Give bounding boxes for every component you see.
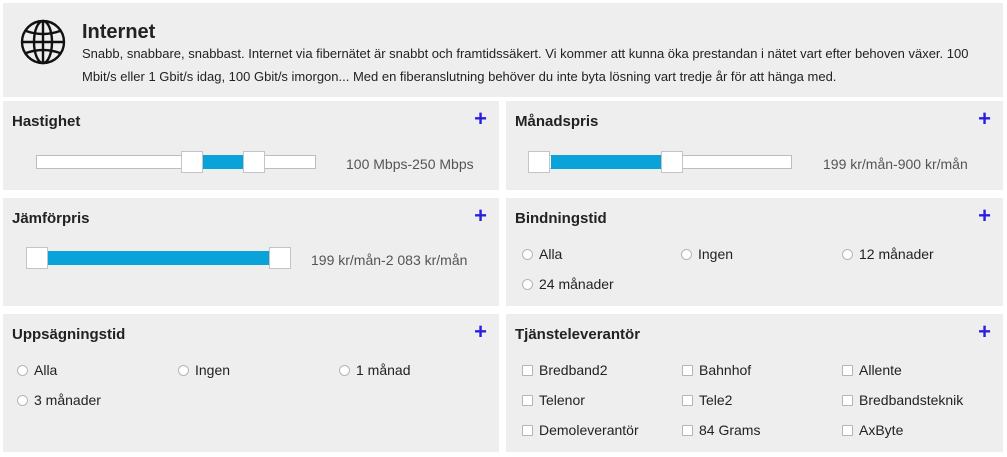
checkbox-option-84-grams[interactable]: 84 Grams [682,422,760,438]
page-description: Snabb, snabbare, snabbast. Internet via fibernätet är snabbt och framtidssäkert. Vi kommer att kunna öka prestandan i nätet vart efter behoven växer. 100 Mbit/s eller 1 Gbit/s idag, 100 Gbit/s imorgon... Med en fiberanslutning behöver du inte byta lösning vart tredje år för att hänga med. [82,46,969,84]
speed-slider-max-handle[interactable] [243,151,265,173]
speed-slider-min-handle[interactable] [181,151,203,173]
checkbox-option-tele2[interactable]: Tele2 [682,392,732,408]
filter-bindningstid [506,198,1003,306]
filter-hastighet [3,101,499,190]
speed-slider-track[interactable] [36,155,316,169]
checkbox-option-bredbandsteknik[interactable]: Bredbandsteknik [842,392,963,408]
filter-title: Månadspris [515,113,599,130]
checkbox[interactable] [842,395,853,406]
checkbox[interactable] [842,365,853,376]
radio-button[interactable] [522,279,533,290]
checkbox[interactable] [682,365,693,376]
expand-plus-icon[interactable]: + [474,203,487,228]
filter-manadspris [506,101,1003,190]
radio-option-alla[interactable]: Alla [522,246,562,262]
price-slider-fill [551,155,662,169]
radio-option-1-manad[interactable]: 1 månad [339,362,410,378]
radio-option-3-manader[interactable]: 3 månader [17,392,101,408]
checkbox[interactable] [682,395,693,406]
radio-option-24-manader[interactable]: 24 månader [522,276,614,292]
checkbox-option-bahnhof[interactable]: Bahnhof [682,362,751,378]
speed-range-label: 100 Mbps-250 Mbps [346,156,474,172]
expand-plus-icon[interactable]: + [978,203,991,228]
filter-title: Uppsägningstid [12,326,126,343]
expand-plus-icon[interactable]: + [474,319,487,344]
radio-option-ingen[interactable]: Ingen [681,246,733,262]
filter-tjansteleverantor [506,314,1003,452]
checkbox[interactable] [842,425,853,436]
expand-plus-icon[interactable]: + [978,106,991,131]
compare-slider-max-handle[interactable] [269,247,291,269]
checkbox-option-demoleverantor[interactable]: Demoleverantör [522,422,639,438]
checkbox-option-axbyte[interactable]: AxByte [842,422,903,438]
filter-title: Jämförpris [12,210,90,227]
radio-button[interactable] [522,249,533,260]
radio-button[interactable] [842,249,853,260]
checkbox[interactable] [522,425,533,436]
checkbox[interactable] [522,395,533,406]
filter-title: Tjänsteleverantör [515,326,641,343]
price-slider-min-handle[interactable] [528,151,550,173]
radio-button[interactable] [681,249,692,260]
checkbox[interactable] [522,365,533,376]
radio-option-alla[interactable]: Alla [17,362,57,378]
checkbox-option-allente[interactable]: Allente [842,362,902,378]
price-slider-max-handle[interactable] [661,151,683,173]
radio-button[interactable] [339,365,350,376]
checkbox[interactable] [682,425,693,436]
checkbox-option-bredband2[interactable]: Bredband2 [522,362,608,378]
filter-title: Hastighet [12,113,81,130]
filter-uppsagningstid [3,314,499,452]
expand-plus-icon[interactable]: + [474,106,487,131]
radio-button[interactable] [17,395,28,406]
compare-slider-fill [48,251,270,265]
checkbox-option-telenor[interactable]: Telenor [522,392,585,408]
expand-plus-icon[interactable]: + [978,319,991,344]
radio-button[interactable] [17,365,28,376]
radio-option-12-manader[interactable]: 12 månader [842,246,934,262]
radio-option-ingen[interactable]: Ingen [178,362,230,378]
internet-header [3,3,1003,97]
filter-title: Bindningstid [515,210,607,227]
filter-jamforpris [3,198,499,306]
globe-icon [19,18,67,66]
compare-slider-min-handle[interactable] [26,247,48,269]
price-range-label: 199 kr/mån-900 kr/mån [823,156,968,172]
page-title: Internet [82,21,156,43]
radio-button[interactable] [178,365,189,376]
compare-range-label: 199 kr/mån-2 083 kr/mån [311,252,468,268]
